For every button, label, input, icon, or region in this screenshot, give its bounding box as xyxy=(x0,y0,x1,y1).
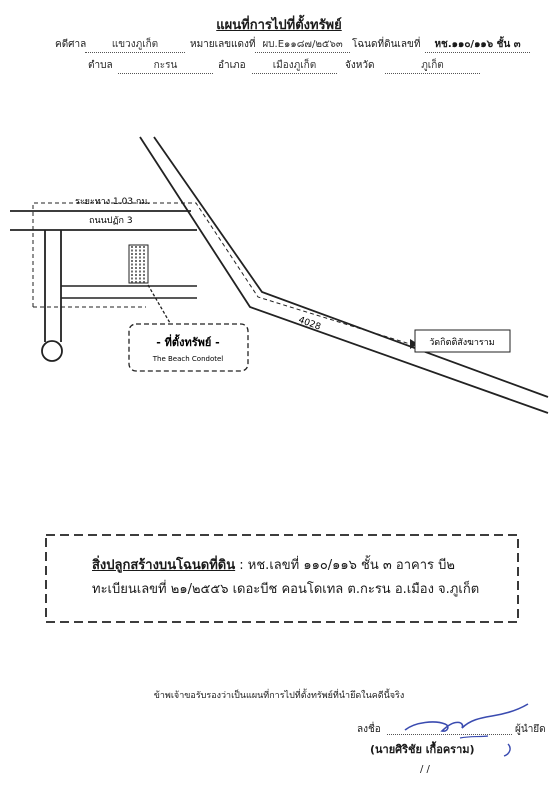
property-label: - ที่ตั้งทรัพย์ - xyxy=(156,336,220,349)
title-deed-value: หช.๑๑๐/๑๑๖ ชั้น ๓ xyxy=(425,37,530,53)
road-end-circle xyxy=(42,341,62,361)
black-case-value: ผบ.E๑๑๘๗/๒๕๖๓ xyxy=(255,37,350,53)
soi-road xyxy=(61,286,197,298)
district-label: อำเภอ xyxy=(218,60,246,71)
property-name: The Beach Condotel xyxy=(152,355,224,363)
title-deed-label: โฉนดที่ดินเลขที่ xyxy=(352,39,421,50)
black-case-label: หมายเลขแดงที่ xyxy=(190,39,256,50)
province-label: จังหวัด xyxy=(345,60,375,71)
note-line-2: ทะเบียนเลขที่ ๒๑/๒๕๕๖ เดอะบีช คอนโดเทล ต.กะรน อ.เมือง จ.ภูเก็ต xyxy=(92,582,480,597)
subdistrict-label: ตำบล xyxy=(88,60,113,71)
court-label: คดีศาล xyxy=(55,39,87,50)
callout-leader xyxy=(148,285,170,323)
condo-building-icon xyxy=(129,245,148,283)
district-value: เมืองภูเก็ต xyxy=(252,58,337,74)
sign-label: ลงชื่อ xyxy=(357,724,381,735)
distance-label: ระยะทาง 1.03 กม. xyxy=(75,197,151,207)
highway-road xyxy=(140,137,548,413)
temple-label: วัดกิตติสังฆาราม xyxy=(429,338,495,348)
page-title: แผนที่การไปที่ตั้งทรัพย์ xyxy=(216,18,342,33)
court-value: แขวงภูเก็ต xyxy=(85,37,185,53)
date-field: / / xyxy=(420,764,430,775)
subdistrict-value: กะรน xyxy=(118,58,213,74)
sign-role: ผู้นำยึด xyxy=(515,724,546,735)
certification-text: ข้าพเจ้าขอรับรองว่าเป็นแผนที่การไปที่ตั้งทรัพย์ที่นำยึดในคดีนี้จริง xyxy=(153,691,405,701)
signer-name: (นายศิริชัย เกื้อคราม) xyxy=(370,743,475,756)
road-name-label: ถนนปฏัก 3 xyxy=(89,216,133,226)
side-road-vertical xyxy=(45,230,61,342)
note-line-1 xyxy=(92,554,455,575)
province-value: ภูเก็ต xyxy=(385,58,480,74)
note-line-1-label: สิ่งปลูกสร้างบนโฉนดที่ดิน xyxy=(92,558,236,573)
note-line-1-value: : หช.เลขที่ ๑๑๐/๑๑๖ ชั้น ๓ อาคาร บี๒ xyxy=(239,558,455,573)
highway-number: 4028 xyxy=(296,315,322,333)
